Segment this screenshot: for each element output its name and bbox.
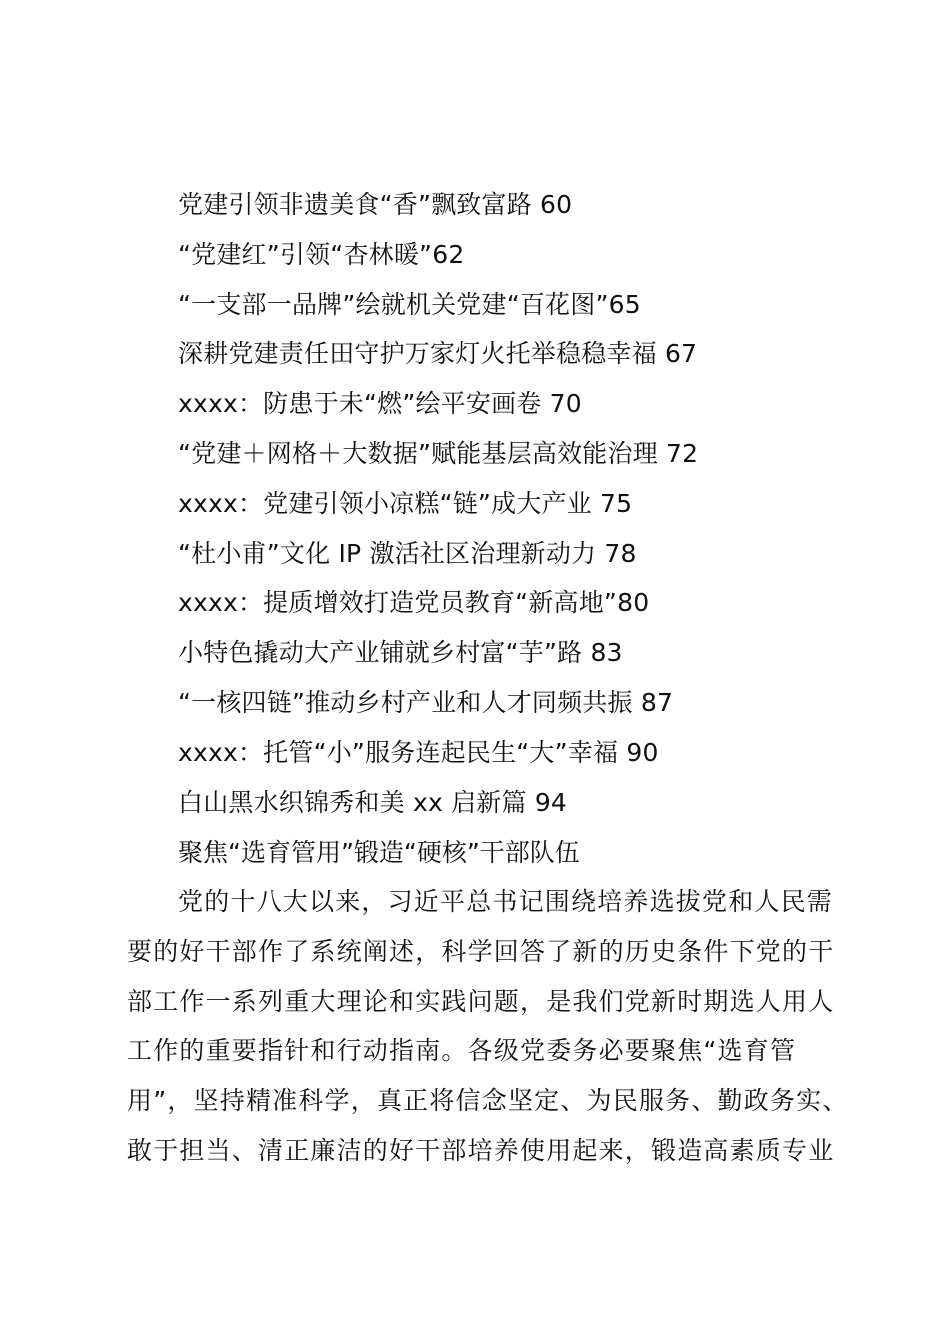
toc-entry: xxxx：防患于未“燃”绘平安画卷 70: [178, 389, 582, 419]
paragraph-line: 敢于担当、清正廉洁的好干部培养使用起来，锻造高素质专业: [127, 1135, 835, 1165]
table-of-contents: [178, 185, 878, 832]
toc-entry: 小特色撬动大产业铺就乡村富“芋”路 83: [178, 638, 623, 668]
toc-entry: “杜小甫”文化 IP 激活社区治理新动力 78: [178, 538, 637, 568]
toc-entry: “党建＋网格＋大数据”赋能基层高效能治理 72: [178, 438, 699, 468]
paragraph-line: 要的好干部作了系统阐述，科学回答了新的历史条件下党的干: [127, 936, 835, 966]
paragraph-line: 部工作一系列重大理论和实践问题，是我们党新时期选人用人: [127, 986, 835, 1016]
toc-entry: “一支部一品牌”绘就机关党建“百花图”65: [178, 289, 641, 319]
toc-entry: “党建红”引领“杏林暖”62: [178, 239, 465, 269]
article-paragraph: [127, 882, 849, 1181]
paragraph-line: 工作的重要指针和行动指南。各级党委务必要聚焦“选育管: [127, 1036, 797, 1066]
toc-entry: “一核四链”推动乡村产业和人才同频共振 87: [178, 687, 674, 717]
toc-entry: xxxx：托管“小”服务连起民生“大”幸福 90: [178, 737, 659, 767]
toc-entry: 深耕党建责任田守护万家灯火托举稳稳幸福 67: [178, 339, 698, 369]
toc-entry: 白山黑水织锦秀和美 xx 启新篇 94: [178, 787, 568, 817]
toc-entry: 党建引领非遗美食“香”飘致富路 60: [178, 190, 573, 219]
paragraph-line: 用”，坚持精准科学，真正将信念坚定、为民服务、勤政务实、: [127, 1086, 849, 1116]
toc-entry: xxxx：提质增效打造党员教育“新高地”80: [178, 588, 650, 618]
paragraph-line: 党的十八大以来，习近平总书记围绕培养选拔党和人民需: [178, 887, 834, 916]
article-title: 聚焦“选育管用”锻造“硬核”干部队伍: [178, 838, 580, 867]
toc-entry: xxxx：党建引领小凉糕“链”成大产业 75: [178, 488, 633, 518]
